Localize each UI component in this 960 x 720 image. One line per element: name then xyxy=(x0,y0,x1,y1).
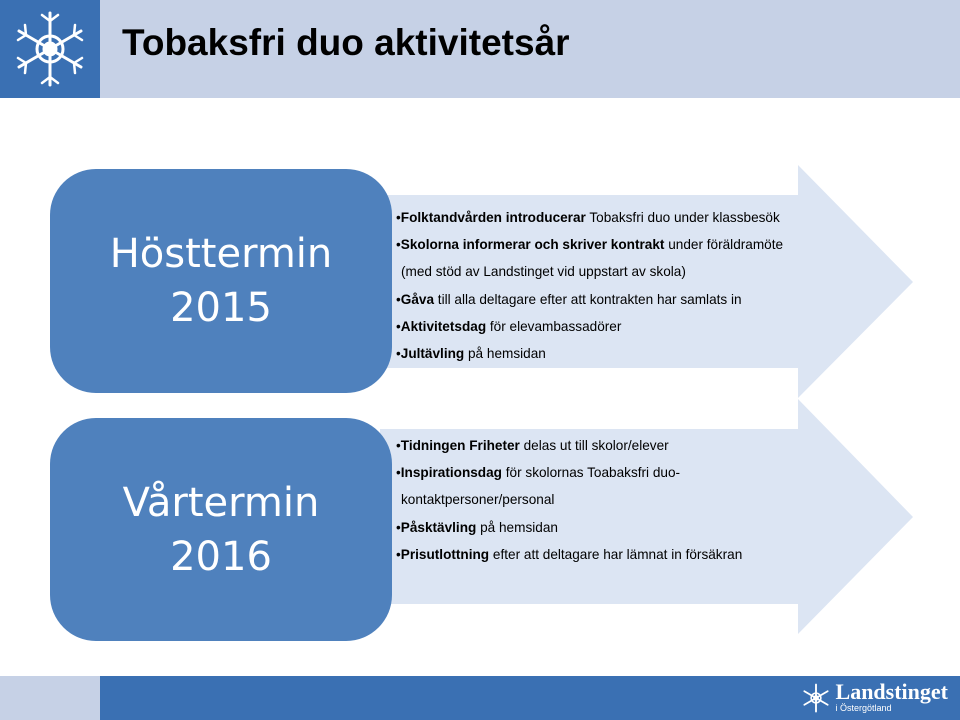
page-title: Tobaksfri duo aktivitetsår xyxy=(122,22,570,63)
term-label: Hösttermin xyxy=(109,231,333,277)
footer-left-block xyxy=(0,676,100,720)
list-item: •Tidningen Friheter delas ut till skolor/elever xyxy=(396,438,669,453)
list-item: •Skolorna informerar och skriver kontrakt under föräldramöte xyxy=(396,237,784,253)
list-item: •Jultävling på hemsidan xyxy=(396,346,546,362)
term-box-spring xyxy=(50,418,392,641)
list-item: kontaktpersoner/personal xyxy=(401,492,555,508)
term-box-autumn xyxy=(50,169,392,393)
footer-logo xyxy=(801,681,948,714)
snowflake-emblem-icon xyxy=(801,683,831,713)
term-year: 2016 xyxy=(170,533,272,580)
footer-sub: i Östergötland xyxy=(835,703,892,713)
bullet-list-spring xyxy=(396,432,742,568)
list-item: (med stöd av Landstinget vid uppstart av skola) xyxy=(401,264,686,280)
snowflake-emblem-icon xyxy=(10,9,90,89)
list-item: •Folktandvården introducerar Tobaksfri duo under klassbesök xyxy=(396,210,780,225)
list-item: •Aktivitetsdag för elevambassadörer xyxy=(396,318,622,334)
list-item: •Gåva till alla deltagare efter att kontrakten har samlats in xyxy=(396,291,742,307)
term-year: 2015 xyxy=(170,285,272,331)
footer-bar xyxy=(100,676,960,720)
list-item: •Prisutlottning efter att deltagare har lämnat in försäkran xyxy=(396,546,743,562)
term-label: Vårtermin xyxy=(122,479,320,526)
list-item: •Inspirationsdag för skolornas Toabaksfri duo- xyxy=(396,465,681,481)
logo-box xyxy=(0,0,100,98)
bullet-list-autumn xyxy=(396,204,783,367)
footer-brand: Landstinget xyxy=(835,679,948,704)
list-item: •Påsktävling på hemsidan xyxy=(396,519,558,535)
title-bar xyxy=(100,0,960,98)
